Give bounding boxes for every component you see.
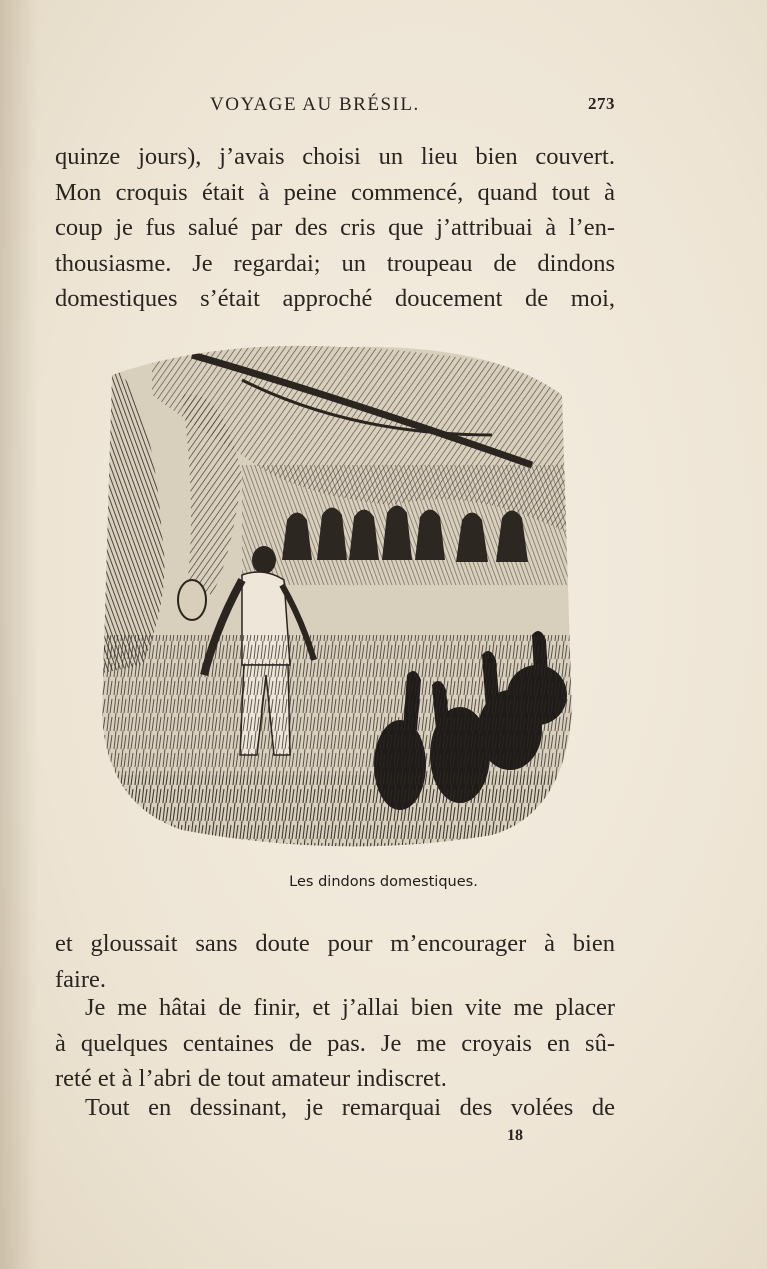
text-line: Tout en dessinant, je remarquai des volées de — [85, 1094, 615, 1121]
text-line: Mon croquis était à peine commencé, quand tout à — [55, 178, 615, 206]
illustration-caption: Les dindons domestiques. — [289, 874, 478, 890]
paragraph-3 — [55, 990, 615, 1097]
text-line: thousiasme. Je regardai; un troupeau de dindons — [55, 249, 615, 277]
text-line: et gloussait sans doute pour m’encourager à bien — [55, 930, 615, 957]
page-header — [55, 94, 615, 120]
text-line: coup je fus salué par des cris que j’attribuai à l’en- — [55, 214, 615, 241]
paragraph-1 — [55, 139, 615, 317]
paragraph-4 — [55, 1090, 615, 1126]
text-line: reté et à l’abri de tout amateur indiscret. — [55, 1065, 447, 1092]
page-number: 273 — [588, 94, 615, 113]
paragraph-2 — [55, 926, 615, 997]
text-line: domestiques s’était approché doucement de moi, — [55, 285, 615, 312]
signature-mark: 18 — [507, 1127, 523, 1144]
text-line: quinze jours), j’avais choisi un lieu bien couvert. — [55, 143, 615, 170]
text-line: faire. — [55, 965, 106, 993]
text-line: Je me hâtai de finir, et j’allai bien vite me placer — [85, 994, 615, 1021]
running-title: VOYAGE AU BRÉSIL. — [210, 94, 420, 115]
gutter-shadow — [0, 0, 38, 1269]
text-line: à quelques centaines de pas. Je me croyais en sû- — [55, 1029, 615, 1057]
engraving-image — [92, 335, 578, 870]
engraving-turkeys — [92, 335, 578, 870]
